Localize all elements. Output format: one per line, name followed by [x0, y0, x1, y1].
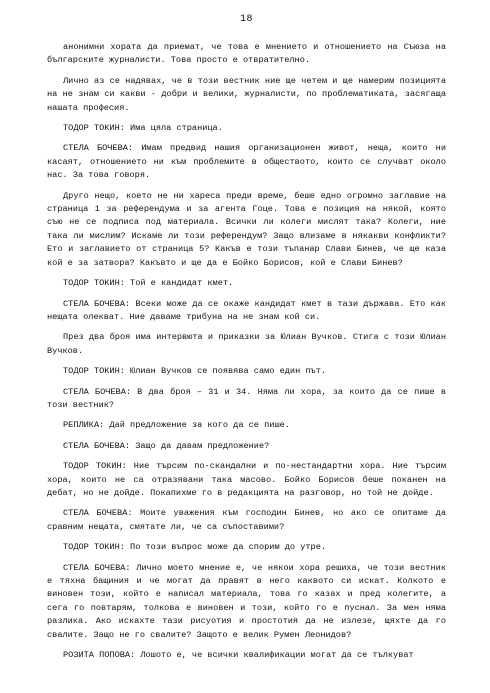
- paragraph: СТЕЛА БОЧЕВА: Защо да давам предложение?: [63, 440, 270, 451]
- paragraph: ТОДОР ТОКИН: Има цяла страница.: [63, 123, 223, 134]
- page-number: 18: [239, 14, 253, 25]
- paragraph: анонимни хората да приемат, че това е мнението и отношението на Съюза на българските журналисти. Това просто е отвратително.: [47, 42, 446, 66]
- paragraph: ТОДОР ТОКИН: Юлиан Вучков се появява само един път.: [63, 366, 327, 377]
- paragraph: ТОДОР ТОКИН: По този въпрос може да спорим до утре.: [63, 542, 327, 553]
- paragraph: Лично аз се надявах, че в този вестник ние ще четем и ще намерим позицията на не знам си какви - добри и велики, журналисти, по проблематиката, засягаща нашата професия.: [47, 75, 446, 113]
- paragraph: Друго нещо, което не ни хареса преди време, беше едно огромно заглавие на страница 1 за референдума и за агента Гоце. Това е позиция на някой, която съю не се подписа под материала. Всички ли колеги мислят така? Колеги, ние така ли мислим? Искаме ли този референдум? Защо влизаме в някакви конфликти? Ето и заглавието от страница 5? Какъв е този тъпанар Слави Бинев, че ще каза кой е за затвора? Какъвто и ще да е Бойко Борисов, кой е Слави Бинев?: [47, 190, 446, 268]
- paragraph: РЕПЛИКА: Дай предложение за кого да се пише.: [63, 420, 290, 431]
- paragraph: СТЕЛА БОЧЕВА: Всеки може да се окаже кандидат кмет в тази държава. Ето как нещата олекват. Ние даваме трибуна на не знам кой си.: [47, 298, 446, 322]
- paragraph: През два броя има интервюта и приказки за Юлиан Вучков. Стига с този Юлиан Вучков.: [47, 332, 446, 356]
- paragraph: ТОДОР ТОКИН: Той е кандидат кмет.: [63, 278, 234, 289]
- paragraph: РОЗИТА ПОПОВА: Лошото е, че всички квалификации могат да се тълкуват: [63, 650, 414, 661]
- paragraph: СТЕЛА БОЧЕВА: В два броя – 31 и 34. Няма ли хора, за които да се пише в този вестник?: [47, 386, 446, 410]
- paragraph: СТЕЛА БОЧЕВА: Моите уважения към господин Бинев, но ако се опитаме да сравним нещата, смятате ли, че са съпоставими?: [47, 508, 446, 532]
- transcript-body: [47, 41, 446, 662]
- paragraph: ТОДОР ТОКИН: Ние търсим по-скандални и по-нестандартни хора. Ние търсим хора, които не са отразявани така масово. Бойко Борисов беше поканен на дебат, но не дойде. Покапихме го в редакцията на разговор, но той не дойде.: [47, 461, 446, 498]
- paragraph: СТЕЛА БОЧЕВА: Имам предвид нашия организационен живот, неща, които ни касаят, отношението ни към проблемите в обществото, които се случват около нас. За това говоря.: [47, 143, 446, 181]
- paragraph: СТЕЛА БОЧЕВА: Лично моето мнение е, че някои хора решиха, че този вестник е тяхна бащиния и че могат да правят в него каквото си искат. Колкото е виновен този, който е написал материала, това го казах и пред колегите, а сега го повтарям, толкова е виновен и този, който го е пуснал. За мен няма разлика. Ако искахте тази рисуотия и простотия да не излезе, щяхте да го свалите. Защо не го свалите? Защото е велик Румен Леонидов?: [47, 562, 446, 640]
